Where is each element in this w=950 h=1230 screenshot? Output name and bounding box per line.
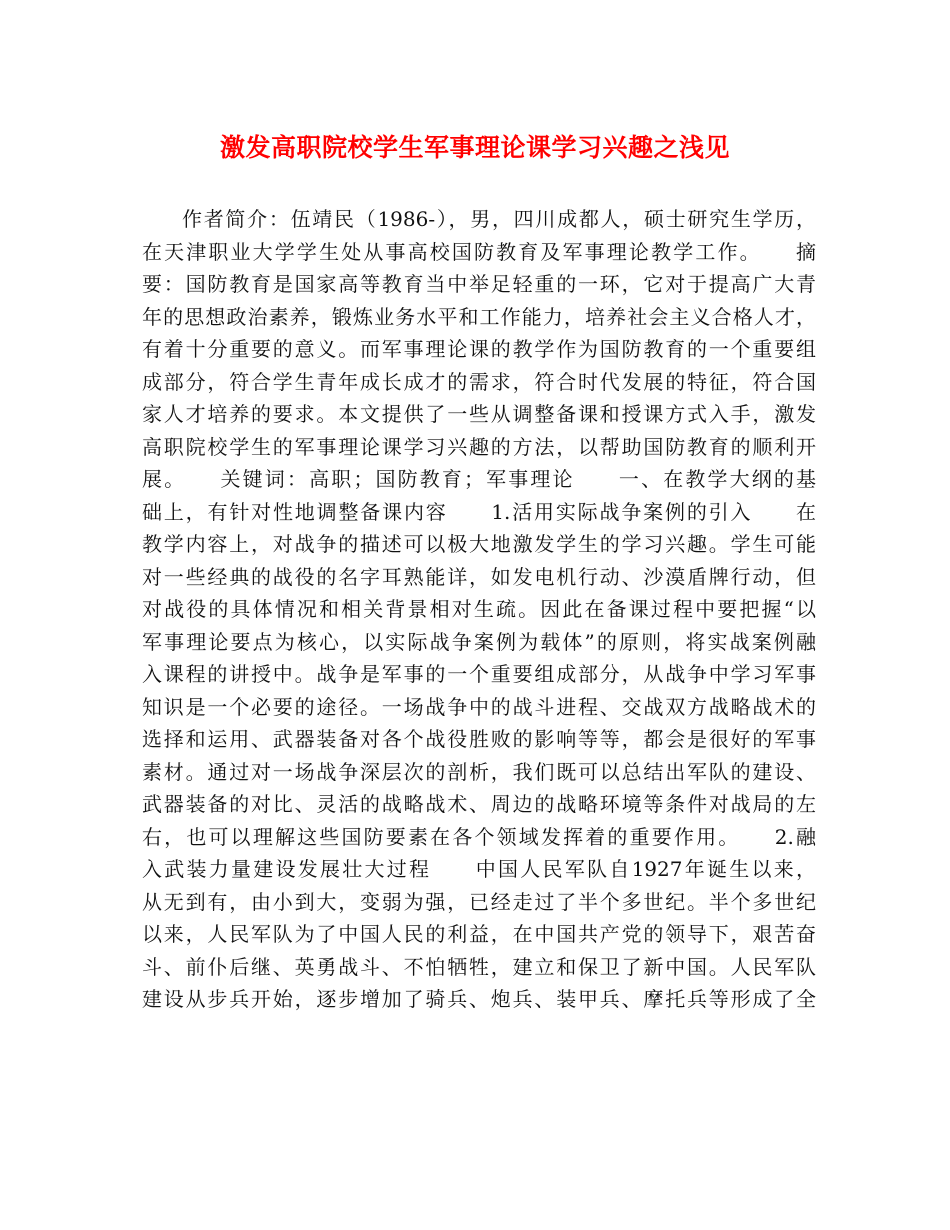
- body-line: 入课程的讲授中。战争是军事的一个重要组成部分，从战争中学习军事: [142, 662, 816, 686]
- body-line: 武器装备的对比、灵活的战略战术、周边的战略环境等条件对战局的左: [142, 792, 816, 816]
- body-line: 年的思想政治素养，锻炼业务水平和工作能力，培养社会主义合格人才，: [142, 304, 816, 329]
- body-line: 选择和运用、武器装备对各个战役胜败的影响等等，都会是很好的军事: [142, 727, 816, 751]
- body-line: 高职院校学生的军事理论课学习兴趣的方法，以帮助国防教育的顺利开: [142, 434, 816, 459]
- body-line: 对一些经典的战役的名字耳熟能详，如发电机行动、沙漠盾牌行动，但: [142, 564, 816, 589]
- body-line: 成部分，符合学生青年成长成才的需求，符合时代发展的特征，符合国: [142, 369, 816, 394]
- body-line: 家人才培养的要求。本文提供了一些从调整备课和授课方式入手，激发: [142, 402, 816, 426]
- body-line: 对战役的具体情况和相关背景相对生疏。因此在备课过程中要把握“以: [142, 597, 816, 621]
- body-line: 右，也可以理解这些国防要素在各个领域发挥着的重要作用。 2.融: [142, 824, 816, 849]
- body-line: 素材。通过对一场战争深层次的剖析，我们既可以总结出军队的建设、: [142, 759, 816, 784]
- body-line: 知识是一个必要的途径。一场战争中的战斗进程、交战双方战略战术的: [142, 694, 816, 719]
- body-line: 有着十分重要的意义。而军事理论课的教学作为国防教育的一个重要组: [142, 337, 816, 361]
- body-line: 军事理论要点为核心，以实际战争案例为载体”的原则，将实战案例融: [142, 629, 816, 654]
- body-line: 以来，人民军队为了中国人民的利益，在中国共产党的领导下，艰苦奋: [142, 922, 816, 946]
- body-line: 在天津职业大学学生处从事高校国防教育及军事理论教学工作。 摘: [142, 239, 816, 264]
- body-line: 从无到有，由小到大，变弱为强，已经走过了半个多世纪。半个多世纪: [142, 889, 816, 914]
- body-line: 要：国防教育是国家高等教育当中举足轻重的一环，它对于提高广大青: [142, 272, 816, 296]
- body-line: 作者简介：伍靖民（1986-），男，四川成都人，硕士研究生学历，: [182, 207, 816, 231]
- body-line: 础上，有针对性地调整备课内容 1.活用实际战争案例的引入 在: [142, 499, 816, 524]
- body-line: 教学内容上，对战争的描述可以极大地激发学生的学习兴趣。学生可能: [142, 532, 816, 556]
- body-line: 斗、前仆后继、英勇战斗、不怕牺牲，建立和保卫了新中国。人民军队: [142, 954, 816, 979]
- body-line: 建设从步兵开始，逐步增加了骑兵、炮兵、装甲兵、摩托兵等形成了全: [142, 987, 816, 1011]
- document-title: 激发高职院校学生军事理论课学习兴趣之浅见: [219, 133, 730, 162]
- document-body: [142, 203, 816, 1016]
- body-line: 入武装力量建设发展壮大过程 中国人民军队自1927年诞生以来，: [142, 857, 816, 881]
- body-line: 展。 关键词：高职；国防教育；军事理论 一、在教学大纲的基: [142, 467, 816, 491]
